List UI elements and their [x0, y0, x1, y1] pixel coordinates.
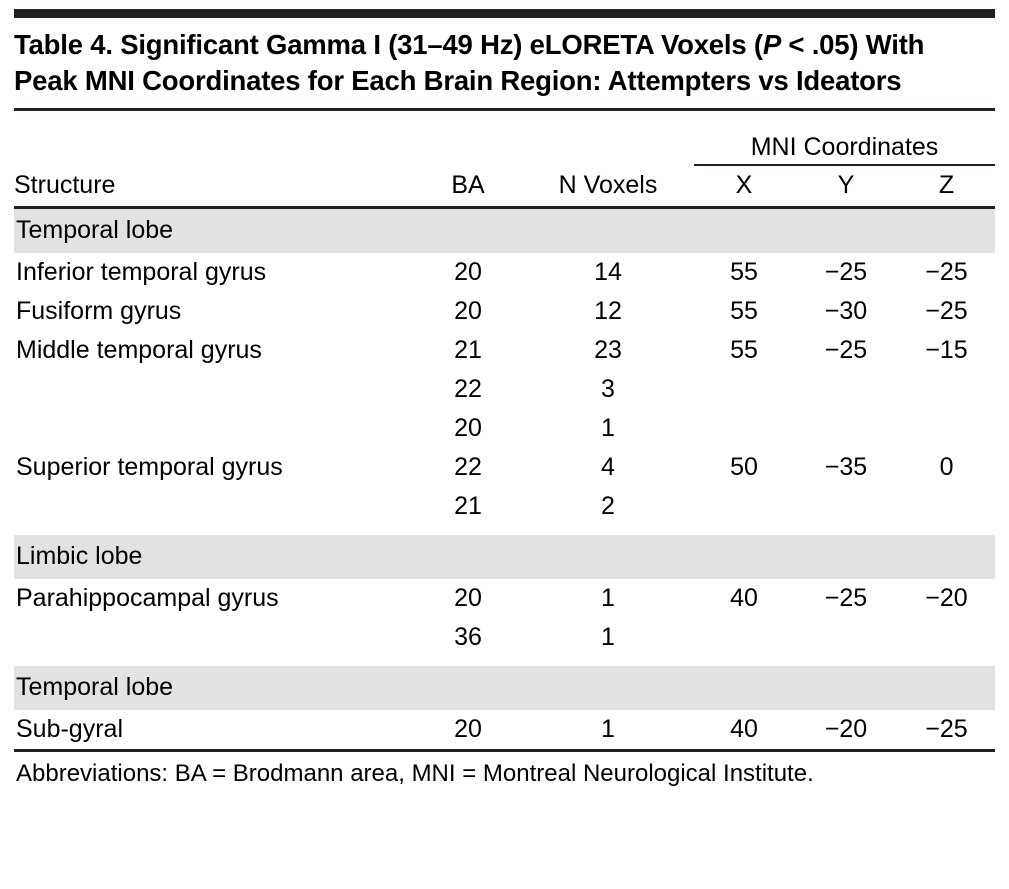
cell-z: −25	[925, 257, 968, 286]
table-row	[14, 370, 995, 409]
spacer-cell	[14, 657, 995, 666]
section-header-row	[14, 666, 995, 710]
mni-group-header-row	[14, 111, 995, 165]
table-title	[14, 18, 995, 105]
cell-structure: Parahippocampal gyrus	[16, 583, 279, 612]
cell-ba: 20	[454, 257, 482, 286]
title-prefix: Table 4. Significant Gamma I (31–49 Hz) eLORETA Voxels (	[14, 29, 763, 60]
cell-n-voxels: 3	[601, 374, 615, 403]
cell-x	[694, 487, 794, 526]
cell-z	[898, 618, 995, 657]
cell-z: −25	[925, 296, 968, 325]
mni-coordinates-label: MNI Coordinates	[694, 111, 995, 165]
table-row	[14, 409, 995, 448]
cell-ba: 20	[454, 296, 482, 325]
cell-x: 50	[730, 452, 758, 481]
cell-y: −25	[824, 257, 868, 286]
cell-n-voxels: 23	[594, 335, 622, 364]
cell-n-voxels: 1	[601, 413, 615, 442]
cell-x: 55	[730, 296, 758, 325]
cell-structure: Sub-gyral	[16, 714, 123, 743]
cell-y	[794, 487, 898, 526]
table-row	[14, 579, 995, 618]
spacer-row	[14, 526, 995, 535]
cell-n-voxels: 2	[601, 491, 615, 520]
column-header-n-voxels: N Voxels	[558, 170, 658, 199]
footnote-row	[14, 750, 995, 794]
section-label-temporal-lobe-2: Temporal lobe	[14, 666, 995, 710]
cell-z: 0	[939, 452, 954, 481]
empty-cell	[522, 111, 694, 165]
cell-ba: 36	[454, 622, 482, 651]
table-row	[14, 292, 995, 331]
cell-z	[898, 370, 995, 409]
cell-y	[794, 409, 898, 448]
section-label-temporal-lobe-1: Temporal lobe	[14, 207, 995, 253]
cell-n-voxels: 1	[601, 622, 615, 651]
column-header-z: Z	[938, 170, 955, 199]
column-header-x: X	[735, 170, 753, 199]
cell-n-voxels: 12	[594, 296, 622, 325]
cell-structure	[14, 409, 414, 448]
cell-structure	[14, 370, 414, 409]
spacer-cell	[14, 526, 995, 535]
table-row	[14, 618, 995, 657]
title-suffix: < .05) With Peak MNI Coordinates for Each Brain Region: Attempters vs Ideators	[14, 29, 925, 96]
results-table	[14, 111, 995, 794]
cell-ba: 21	[454, 491, 482, 520]
empty-cell	[414, 111, 522, 165]
table-row	[14, 710, 995, 751]
cell-n-voxels: 1	[601, 714, 615, 743]
top-rule	[14, 9, 995, 18]
column-header-structure: Structure	[14, 170, 116, 199]
cell-y: −25	[824, 335, 868, 364]
cell-x: 55	[730, 335, 758, 364]
section-header-row	[14, 207, 995, 253]
cell-n-voxels: 14	[594, 257, 622, 286]
cell-x	[694, 370, 794, 409]
cell-y: −20	[824, 714, 868, 743]
table-row	[14, 487, 995, 526]
cell-n-voxels: 1	[601, 583, 615, 612]
cell-y: −25	[824, 583, 868, 612]
table-row	[14, 448, 995, 487]
cell-n-voxels: 4	[601, 452, 615, 481]
cell-x	[694, 409, 794, 448]
cell-structure: Inferior temporal gyrus	[16, 257, 267, 286]
empty-cell	[14, 111, 414, 165]
cell-z	[898, 487, 995, 526]
cell-structure	[14, 487, 414, 526]
title-italic-p: P	[762, 29, 781, 60]
table-container	[0, 9, 1009, 794]
section-header-row	[14, 535, 995, 579]
cell-z	[898, 409, 995, 448]
column-header-row	[14, 165, 995, 208]
cell-structure: Fusiform gyrus	[16, 296, 182, 325]
cell-ba: 22	[454, 452, 482, 481]
section-label-limbic-lobe: Limbic lobe	[14, 535, 995, 579]
cell-y: −35	[824, 452, 868, 481]
column-header-ba: BA	[451, 170, 485, 199]
cell-z: −15	[925, 335, 968, 364]
cell-structure: Middle temporal gyrus	[16, 335, 262, 364]
cell-y	[794, 618, 898, 657]
cell-ba: 20	[454, 714, 482, 743]
cell-structure	[14, 618, 414, 657]
cell-y	[794, 370, 898, 409]
cell-ba: 20	[454, 413, 482, 442]
column-header-y: Y	[837, 170, 855, 199]
spacer-row	[14, 657, 995, 666]
cell-x: 40	[730, 583, 758, 612]
cell-x: 55	[730, 257, 758, 286]
cell-ba: 22	[454, 374, 482, 403]
table-row	[14, 253, 995, 292]
cell-y: −30	[824, 296, 868, 325]
table-footnote: Abbreviations: BA = Brodmann area, MNI = Montreal Neurological Institute.	[16, 759, 814, 787]
cell-x	[694, 618, 794, 657]
cell-ba: 20	[454, 583, 482, 612]
cell-x: 40	[730, 714, 758, 743]
cell-ba: 21	[454, 335, 482, 364]
cell-z: −25	[925, 714, 968, 743]
cell-z: −20	[925, 583, 968, 612]
table-row	[14, 331, 995, 370]
cell-structure: Superior temporal gyrus	[16, 452, 283, 481]
